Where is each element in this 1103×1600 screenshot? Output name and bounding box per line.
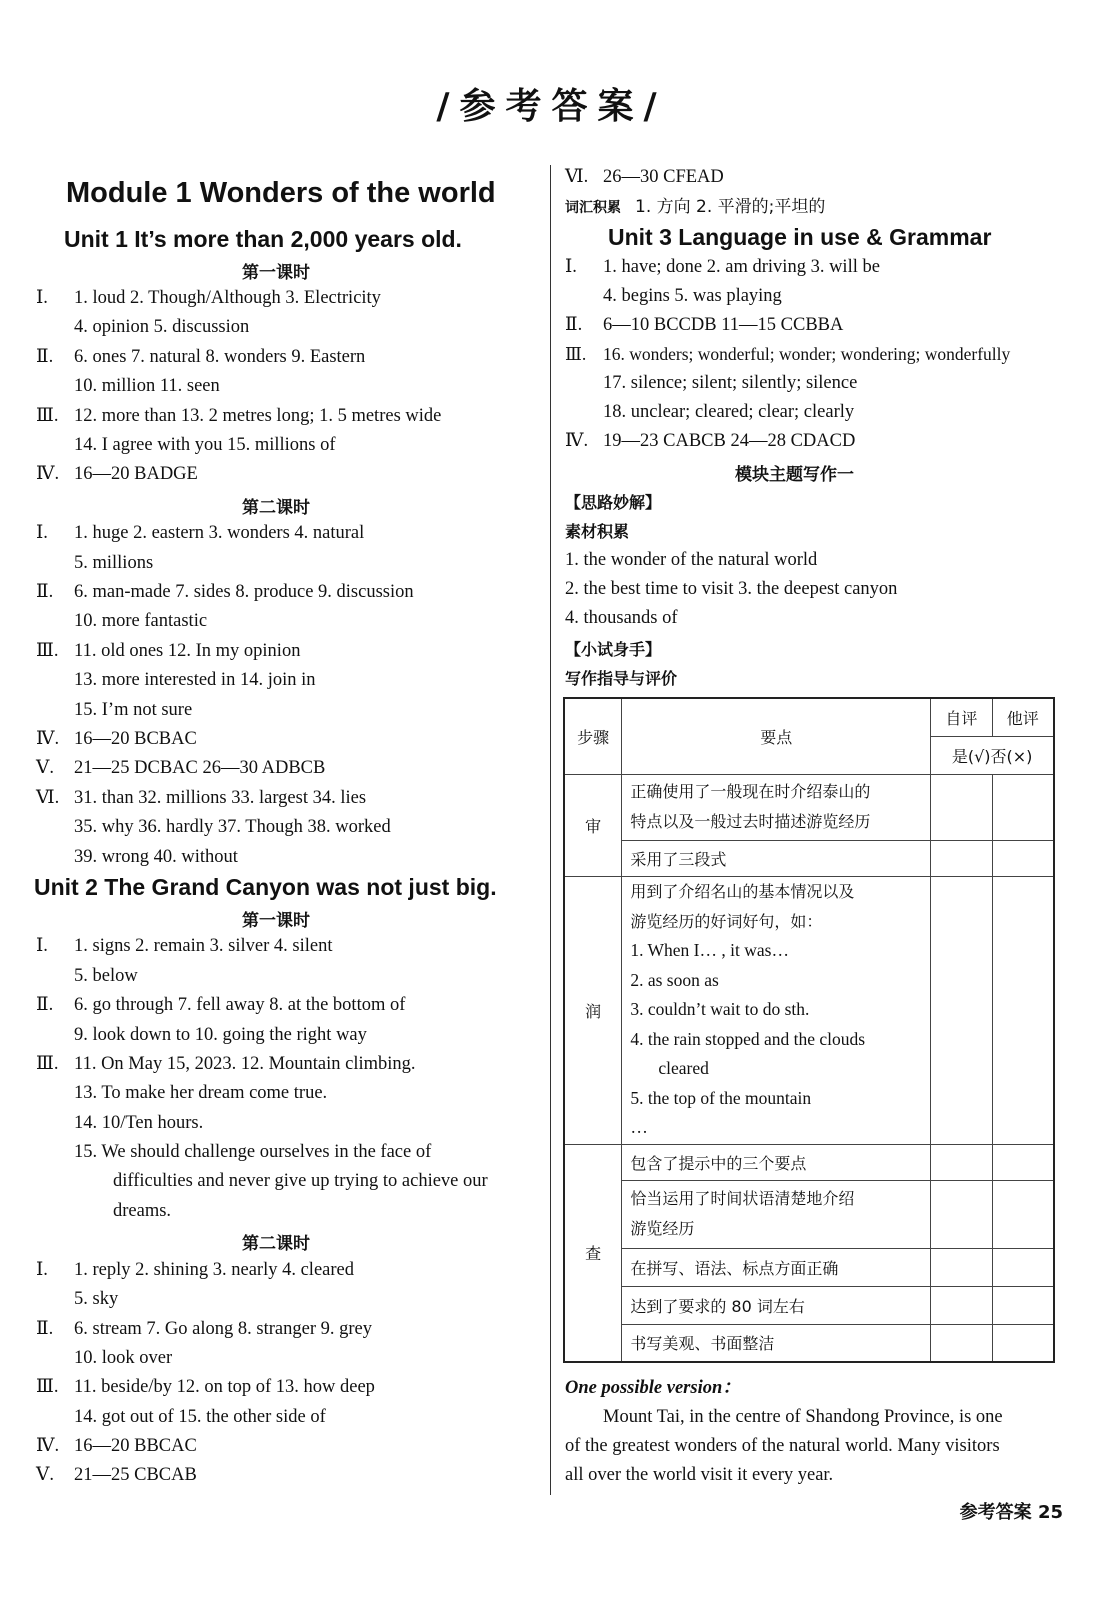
phrase: 3. couldn’t wait to do sth. <box>630 999 810 1020</box>
peer-eval-cell[interactable] <box>992 1180 1054 1248</box>
answer-line <box>36 640 300 662</box>
roman-numeral: Ⅴ. <box>36 1465 54 1485</box>
roman-numeral: Ⅱ. <box>36 582 54 602</box>
roman-numeral: Ⅳ. <box>36 464 60 484</box>
phrase: 2. as soon as <box>630 969 719 990</box>
guide-label: 写作指导与评价 <box>565 669 678 688</box>
answer-line: 5. millions <box>74 553 154 573</box>
answer-line <box>565 166 724 188</box>
answer-text: 1. signs 2. remain 3. silver 4. silent <box>74 936 333 956</box>
peer-eval-cell[interactable] <box>992 1248 1054 1286</box>
module-title: Module 1 Wonders of the world <box>66 177 496 209</box>
roman-numeral: Ⅲ. <box>565 344 587 364</box>
roman-numeral: Ⅱ. <box>36 995 54 1015</box>
roman-numeral: Ⅵ. <box>565 167 589 187</box>
answer-line <box>565 256 880 278</box>
peer-eval-cell[interactable] <box>992 840 1054 876</box>
roman-numeral: Ⅳ. <box>36 1436 60 1456</box>
point-text: 游览经历 <box>630 1219 695 1238</box>
answer-line: 4. opinion 5. discussion <box>74 317 250 337</box>
roman-numeral: Ⅰ. <box>36 936 48 956</box>
point-text: 正确使用了一般现在时介绍泰山的 <box>630 782 871 801</box>
answer-line <box>36 1435 197 1457</box>
answer-line <box>36 728 197 750</box>
roman-numeral: Ⅴ. <box>36 758 54 778</box>
peer-eval-cell[interactable] <box>992 876 1054 1144</box>
answer-line <box>36 757 325 779</box>
answer-line: 10. million 11. seen <box>74 376 220 396</box>
header-step: 步骤 <box>564 698 622 774</box>
point-cell <box>622 774 931 840</box>
answer-text: 12. more than 13. 2 metres long; 1. 5 metres wide <box>74 406 442 426</box>
step-check: 查 <box>564 1144 622 1362</box>
answer-line: 10. look over <box>74 1348 173 1368</box>
roman-numeral: Ⅱ. <box>36 347 54 367</box>
roman-numeral: Ⅱ. <box>36 1319 54 1339</box>
answer-line: 17. silence; silent; silently; silence <box>603 373 858 393</box>
answer-line: difficulties and never give up trying to achieve our <box>113 1171 488 1191</box>
answer-line <box>36 522 364 544</box>
answer-line <box>36 994 405 1016</box>
writing-material: 1. the wonder of the natural world <box>565 550 818 570</box>
version-label: One possible version： <box>565 1378 741 1398</box>
self-eval-cell[interactable] <box>931 1180 992 1248</box>
vocab-line <box>565 196 825 219</box>
answer-text: 31. than 32. millions 33. largest 34. lies <box>74 788 367 808</box>
phrase: 4. the rain stopped and the clouds <box>630 1028 866 1049</box>
roman-numeral: Ⅵ. <box>36 788 60 808</box>
answer-text: 16—20 BCBAC <box>74 729 197 749</box>
phrase: cleared <box>658 1058 709 1079</box>
answer-text: 16. wonders; wonderful; wonder; wondering; wonderfully <box>603 344 1011 364</box>
step-review: 审 <box>564 774 622 876</box>
answer-line: 14. got out of 15. the other side of <box>74 1407 326 1427</box>
peer-eval-cell[interactable] <box>992 774 1054 840</box>
answer-text: 19—23 CABCB 24—28 CDACD <box>603 431 856 451</box>
phrase: 5. the top of the mountain <box>630 1087 812 1108</box>
header-self: 自评 <box>931 698 992 736</box>
answer-text: 6. ones 7. natural 8. wonders 9. Eastern <box>74 347 366 367</box>
roman-numeral: Ⅱ. <box>565 315 583 335</box>
answer-line: 14. I agree with you 15. millions of <box>74 435 336 455</box>
roman-numeral: Ⅲ. <box>36 641 59 661</box>
answer-text: 6. go through 7. fell away 8. at the bottom of <box>74 995 406 1015</box>
answer-line <box>565 343 1010 365</box>
unit2-title: Unit 2 The Grand Canyon was not just big. <box>34 874 497 900</box>
self-eval-cell[interactable] <box>931 876 992 1144</box>
answer-line: 5. sky <box>74 1289 119 1309</box>
roman-numeral: Ⅰ. <box>565 257 577 277</box>
answer-line: 13. To make her dream come true. <box>74 1083 328 1103</box>
phrase: … <box>630 1117 648 1138</box>
point-text: 恰当运用了时间状语清楚地介绍 <box>630 1189 855 1208</box>
answer-text: 16—20 BADGE <box>74 464 198 484</box>
answer-key-banner: /参考答案/ <box>436 86 667 127</box>
header-point: 要点 <box>622 698 931 774</box>
version-text: Mount Tai, in the centre of Shandong Province, is one <box>603 1407 1003 1427</box>
answer-text: 11. old ones 12. In my opinion <box>74 641 301 661</box>
answer-text: 11. beside/by 12. on top of 13. how deep <box>74 1377 375 1397</box>
answer-line <box>36 1318 372 1340</box>
roman-numeral: Ⅰ. <box>36 288 48 308</box>
answer-line <box>36 287 381 309</box>
answer-line <box>36 463 198 485</box>
answer-line: 39. wrong 40. without <box>74 847 238 867</box>
answer-text: 26—30 CFEAD <box>603 167 724 187</box>
answer-line: dreams. <box>113 1201 172 1221</box>
answer-line: 18. unclear; cleared; clear; clearly <box>603 402 855 422</box>
answer-text: 11. On May 15, 2023. 12. Mountain climbing. <box>74 1054 416 1074</box>
answer-text: 21—25 CBCAB <box>74 1465 197 1485</box>
header-yes-no: 是(√)否(×) <box>931 736 1054 774</box>
answer-line: 13. more interested in 14. join in <box>74 670 316 690</box>
phrase: 1. When I… , it was… <box>630 940 789 961</box>
try-label: 【小试身手】 <box>565 640 662 659</box>
answer-text: 16—20 BBCAC <box>74 1436 197 1456</box>
answer-line <box>36 1376 375 1398</box>
tips-label: 【思路妙解】 <box>565 493 662 512</box>
writing-title: 模块主题写作一 <box>735 465 854 485</box>
answer-line <box>36 1053 416 1075</box>
writing-material: 4. thousands of <box>565 608 678 628</box>
unit1-title: Unit 1 It’s more than 2,000 years old. <box>64 226 462 252</box>
roman-numeral: Ⅲ. <box>36 1377 59 1397</box>
answer-text: 6. man-made 7. sides 8. produce 9. discussion <box>74 582 414 602</box>
unit2-lesson1-heading: 第一课时 <box>242 911 310 931</box>
answer-line <box>36 1464 197 1486</box>
answer-line: 35. why 36. hardly 37. Though 38. worked <box>74 817 391 837</box>
header-other: 他评 <box>992 698 1054 736</box>
answer-line <box>36 935 332 957</box>
step-polish: 润 <box>564 876 622 1144</box>
writing-evaluation-table <box>563 697 1055 1363</box>
answer-line: 15. We should challenge ourselves in the face of <box>74 1142 432 1162</box>
roman-numeral: Ⅰ. <box>36 1260 48 1280</box>
self-eval-cell[interactable] <box>931 1248 992 1286</box>
unit1-lesson1-heading: 第一课时 <box>242 263 310 283</box>
answer-line: 9. look down to 10. going the right way <box>74 1025 367 1045</box>
point-cell <box>622 1180 931 1248</box>
unit1-lesson2-heading: 第二课时 <box>242 498 310 518</box>
roman-numeral: Ⅳ. <box>565 431 589 451</box>
answer-line: 5. below <box>74 966 138 986</box>
self-eval-cell[interactable] <box>931 1286 992 1324</box>
point-text: 特点以及一般过去时描述游览经历 <box>630 812 871 831</box>
roman-numeral: Ⅰ. <box>36 523 48 543</box>
self-eval-cell[interactable] <box>931 1144 992 1180</box>
answer-text: 6. stream 7. Go along 8. stranger 9. grey <box>74 1319 372 1339</box>
point-text: 用到了介绍名山的基本情况以及 <box>630 882 855 902</box>
answer-line <box>36 1259 354 1281</box>
version-text: all over the world visit it every year. <box>565 1465 834 1485</box>
column-divider <box>550 165 551 1495</box>
roman-numeral: Ⅳ. <box>36 729 60 749</box>
point-cell <box>622 876 931 1144</box>
answer-line <box>565 314 843 336</box>
answer-line <box>36 787 366 809</box>
unit3-title: Unit 3 Language in use & Grammar <box>608 224 992 250</box>
answer-line: 14. 10/Ten hours. <box>74 1113 204 1133</box>
vocab-label: 词汇积累 <box>565 200 621 216</box>
answer-line: 15. I’m not sure <box>74 700 193 720</box>
answer-line: 4. begins 5. was playing <box>603 286 782 306</box>
point-text: 游览经历的好词好句，如： <box>630 911 823 931</box>
peer-eval-cell[interactable] <box>992 1144 1054 1180</box>
point-text: 在拼写、语法、标点方面正确 <box>622 1248 931 1286</box>
roman-numeral: Ⅲ. <box>36 406 59 426</box>
unit2-lesson2-heading: 第二课时 <box>242 1234 310 1254</box>
material-label: 素材积累 <box>565 522 630 541</box>
answer-text: 1. loud 2. Though/Although 3. Electricity <box>74 288 381 308</box>
page-footer: 参考答案 25 <box>959 1502 1063 1523</box>
writing-material: 2. the best time to visit 3. the deepest canyon <box>565 579 898 599</box>
answer-line <box>565 430 855 452</box>
answer-line <box>36 405 441 427</box>
self-eval-cell[interactable] <box>931 774 992 840</box>
answer-line <box>36 581 414 603</box>
self-eval-cell[interactable] <box>931 1324 992 1362</box>
roman-numeral: Ⅲ. <box>36 1054 59 1074</box>
peer-eval-cell[interactable] <box>992 1324 1054 1362</box>
point-text: 包含了提示中的三个要点 <box>622 1144 931 1180</box>
answer-text: 1. huge 2. eastern 3. wonders 4. natural <box>74 523 365 543</box>
self-eval-cell[interactable] <box>931 840 992 876</box>
point-text: 采用了三段式 <box>622 840 931 876</box>
answer-text: 1. reply 2. shining 3. nearly 4. cleared <box>74 1260 354 1280</box>
point-text: 达到了要求的 80 词左右 <box>622 1286 931 1324</box>
vocab-text: 1. 方向 2. 平滑的;平坦的 <box>635 197 826 217</box>
answer-line: 10. more fantastic <box>74 611 208 631</box>
version-text: of the greatest wonders of the natural world. Many visitors <box>565 1436 1000 1456</box>
answer-line <box>36 346 365 368</box>
answer-text: 6—10 BCCDB 11—15 CCBBA <box>603 315 844 335</box>
answer-text: 21—25 DCBAC 26—30 ADBCB <box>74 758 326 778</box>
answer-text: 1. have; done 2. am driving 3. will be <box>603 257 880 277</box>
point-text: 书写美观、书面整洁 <box>622 1324 931 1362</box>
peer-eval-cell[interactable] <box>992 1286 1054 1324</box>
